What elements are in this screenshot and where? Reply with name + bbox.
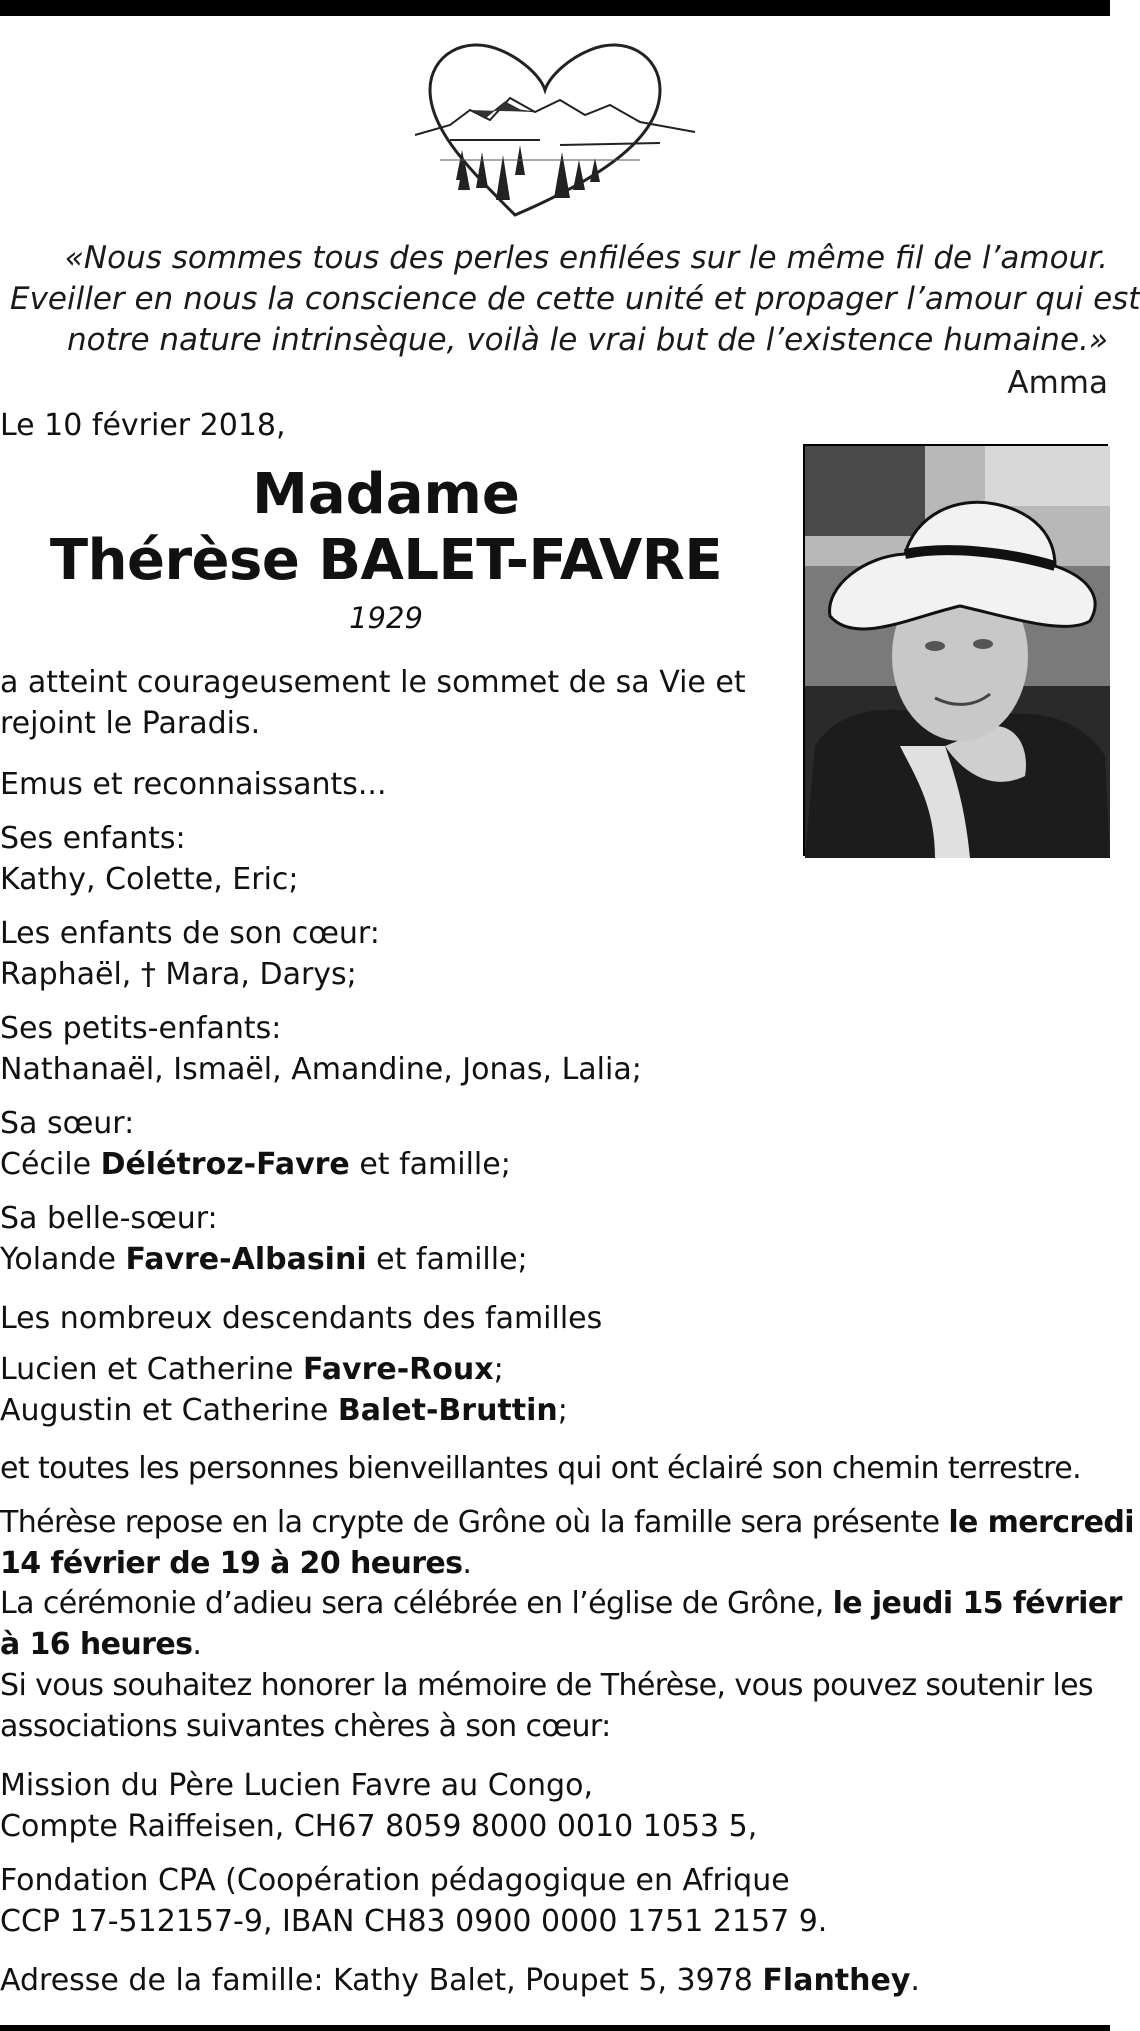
sister-surname: Délétroz-Favre — [100, 1147, 350, 1182]
deceased-title — [0, 462, 772, 638]
ceremony-end: . — [192, 1627, 202, 1662]
address-locality: Flanthey — [762, 1963, 911, 1998]
sister-rest: et famille; — [349, 1147, 511, 1182]
heart-children-names: Raphaël, † Mara, Darys; — [0, 957, 357, 992]
address-end: . — [910, 1963, 920, 1998]
quote-author: Amma — [1007, 365, 1108, 401]
epigraph-quote — [10, 238, 1140, 361]
birth-year: 1929 — [349, 601, 423, 635]
family-surname: Balet-Bruttin — [337, 1393, 558, 1428]
quote-line: Eveiller en nous la conscience de cette unité et propager l’amour qui est — [10, 281, 1140, 317]
sister-in-law-rest: et famille; — [366, 1242, 528, 1277]
date-line: Le 10 février 2018, — [0, 408, 286, 443]
sister-label: Sa sœur: — [0, 1106, 135, 1141]
sister-in-law-label: Sa belle-sœur: — [0, 1201, 218, 1236]
intro-text — [0, 662, 772, 744]
address-text: Adresse de la famille: Kathy Balet, Poupet 5, 3978 — [0, 1963, 763, 1998]
donations-line: associations suivantes chères à son cœur: — [0, 1709, 611, 1744]
deceased-name: Thérèse BALET-FAVRE — [49, 528, 723, 593]
grandchildren-names: Nathanaël, Ismaël, Amandine, Jonas, Lalia; — [0, 1052, 642, 1087]
ceremony-day: le jeudi 15 février — [832, 1586, 1122, 1621]
sister-in-law-block — [0, 1198, 528, 1280]
ceremony-time: à 16 heures — [0, 1627, 193, 1662]
grandchildren-block — [0, 1008, 642, 1090]
heart-mountain-emblem — [410, 40, 700, 230]
intro-line: a atteint courageusement le sommet de sa Vie et — [0, 665, 746, 700]
family-address — [0, 1960, 920, 2001]
foundation-block — [0, 1860, 827, 1942]
quote-line: «Nous sommes tous des perles enfilées sur le même fil de l’amour. — [64, 240, 1108, 276]
crypt-text: Thérèse repose en la crypte de Grône où la famille sera présente — [0, 1505, 949, 1540]
sister-in-law-surname: Favre-Albasini — [125, 1242, 367, 1277]
children-block — [0, 818, 299, 900]
honorific: Madame — [252, 462, 520, 527]
donations-block — [0, 1665, 1093, 1747]
intro-line: rejoint le Paradis. — [0, 706, 261, 741]
ceremony-text: La cérémonie d’adieu sera célébrée en l’église de Grône, — [0, 1586, 833, 1621]
emus-line: Emus et reconnaissants... — [0, 767, 387, 802]
family-rest: ; — [557, 1393, 568, 1428]
top-rule — [0, 0, 1110, 16]
portrait-photo — [803, 444, 1108, 856]
heart-children-block — [0, 913, 380, 995]
crypt-end: . — [462, 1546, 472, 1581]
family-first: Augustin et Catherine — [0, 1393, 338, 1428]
heart-children-label: Les enfants de son cœur: — [0, 916, 380, 951]
others-line: et toutes les personnes bienveillantes qui ont éclairé son chemin terrestre. — [0, 1451, 1082, 1486]
crypt-block — [0, 1502, 1134, 1584]
crypt-day: le mercredi — [948, 1505, 1134, 1540]
quote-line: notre nature intrinsèque, voilà le vrai but de l’existence humaine.» — [66, 322, 1108, 358]
mission-line: Mission du Père Lucien Favre au Congo, — [0, 1768, 593, 1803]
family-first: Lucien et Catherine — [0, 1352, 304, 1387]
donations-line: Si vous souhaitez honorer la mémoire de Thérèse, vous pouvez soutenir les — [0, 1668, 1094, 1703]
sister-in-law-first: Yolande — [0, 1242, 126, 1277]
mission-block — [0, 1765, 757, 1847]
bottom-rule — [0, 2025, 1110, 2031]
grandchildren-label: Ses petits-enfants: — [0, 1011, 282, 1046]
crypt-time: 14 février de 19 à 20 heures — [0, 1546, 463, 1581]
mission-account: Compte Raiffeisen, CH67 8059 8000 0010 1053 5, — [0, 1809, 758, 1844]
families-block — [0, 1349, 568, 1431]
children-names: Kathy, Colette, Eric; — [0, 862, 299, 897]
ceremony-block — [0, 1583, 1122, 1665]
family-surname: Favre-Roux — [303, 1352, 494, 1387]
children-label: Ses enfants: — [0, 821, 186, 856]
foundation-line: Fondation CPA (Coopération pédagogique en Afrique — [0, 1863, 790, 1898]
family-rest: ; — [493, 1352, 504, 1387]
portrait-illustration — [805, 446, 1110, 858]
sister-block — [0, 1103, 511, 1185]
descendants-line: Les nombreux descendants des familles — [0, 1301, 603, 1336]
sister-first: Cécile — [0, 1147, 101, 1182]
foundation-account: CCP 17-512157-9, IBAN CH83 0900 0000 1751 2157 9. — [0, 1904, 828, 1939]
